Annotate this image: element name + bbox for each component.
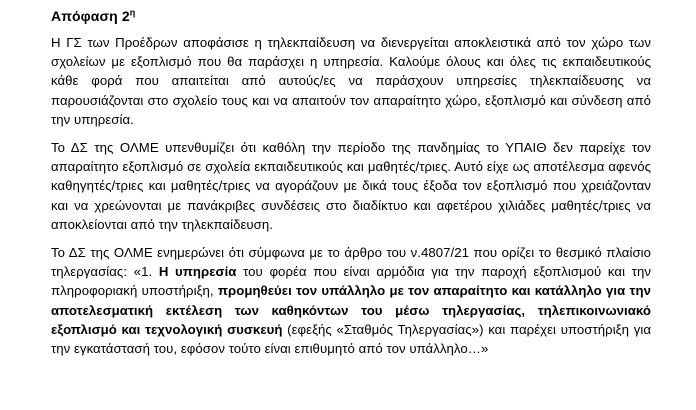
paragraph-3-bold-provision: προμηθεύει τον υπάλληλο με τον απαραίτητο και κατάλληλο για την αποτελεσματική εκτέλεση των καθηκόντων του μέσω τηλεργασίας, τηλεπικοινωνιακό εξοπλισμό και τεχνολογική συσκευή <box>51 283 651 337</box>
decision-heading-superscript: η <box>129 7 136 18</box>
paragraph-3-ending: (εφεξής «Σταθμός Τηλεργασίας») και παρέχει υποστήριξη για την εγκατάστασή του, εφόσον τούτο είναι επιθυμητό από τον υπάλληλο…» <box>51 321 651 357</box>
paragraph-3-intro: Το ΔΣ της ΟΛΜΕ ενημερώνει ότι σύμφωνα με το άρθρο του ν.4807/21 που ορίζει το θεσμικό πλαίσιο τηλεργασίας: «1. <box>51 245 651 280</box>
document-body <box>51 7 651 367</box>
decision-heading <box>51 7 651 25</box>
paragraph-3-bold-service: Η υπηρεσία <box>158 264 237 280</box>
paragraph-1: Η ΓΣ των Προέδρων αποφάσισε η τηλεκπαίδευση να διενεργείται αποκλειστικά από τον χώρο των σχολείων με εξοπλισμό που θα παράσχει η υπηρεσία. Καλούμε όλους και όλες τις εκπαιδευτικούς κάθε φορά που απαιτείται από αυτούς/ες να παράσχουν υπηρεσίες τηλεκπαίδευσης να παρουσιάζονται στο σχολείο τους και να απαιτούν τον απαραίτητο χώρο, εξοπλισμό και σύνδεση από την υπηρεσία. <box>51 35 651 127</box>
decision-heading-text: Απόφαση 2 <box>51 8 130 24</box>
paragraph-3 <box>51 243 651 358</box>
paragraph-3-middle: του φορέα που είναι αρμόδια για την παροχή εξοπλισμού και την πληροφοριακή υποστήριξη, <box>51 264 651 299</box>
paragraph-2: Το ΔΣ της ΟΛΜΕ υπενθυμίζει ότι καθόλη την περίοδο της πανδημίας το ΥΠΑΙΘ δεν παρείχε τον απαραίτητο εξοπλισμό σε σχολεία εκπαιδευτικούς και μαθητές/τριες. Αυτό είχε ως αποτέλεσμα αφενός καθηγητές/τριες και μαθητές/τριες να αγοράζουν με δικά τους έξοδα τον εξοπλισμό που χρειάζονταν και να χρεώνονται με πανάκριβες συνδέσεις στο διαδίκτυο και αφετέρου χιλιάδες μαθητές/τριες να αποκλείονται από την τηλεκπαίδευση. <box>51 140 651 232</box>
